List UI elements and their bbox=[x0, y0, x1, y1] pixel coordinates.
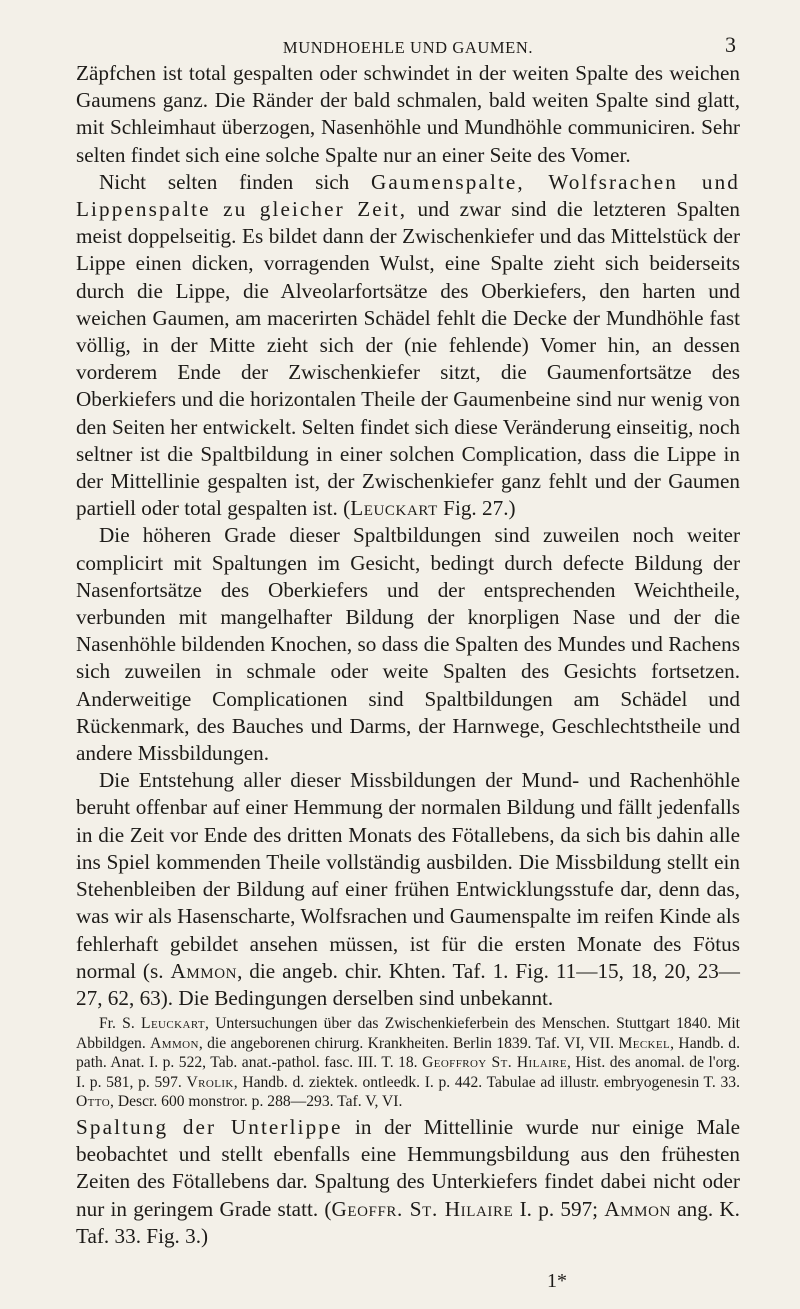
author-name: Ammon bbox=[150, 1034, 199, 1052]
author-name: Ammon bbox=[604, 1196, 671, 1221]
page-number: 3 bbox=[725, 32, 736, 57]
emphasized-term: Spaltung der Unterlippe bbox=[76, 1115, 343, 1140]
author-name: Meckel bbox=[618, 1034, 671, 1052]
paragraph: Die höheren Grade dieser Spaltbildungen sind zuweilen noch weiter complicirt mit Spaltungen im Gesicht, bedingt durch defecte Bildung der Nasenfortsätze des Oberkiefers und der entsprechenden Weichtheile, verbunden mit mangelhafter Bildung der knorpligen Nase und der die Nasenhöhle bildenden Knochen, so dass die Spalten des Mundes und Rachens sich zuweilen in schmale oder weite Spalten des Gesichts fortsetzen. Anderweitige Complicationen sind Spaltbildungen am Schädel und Rückenmark, des Bauches und Darms, der Harnwege, Geschlechtstheile und andere Missbildungen. bbox=[76, 523, 740, 766]
author-name: Vrolik bbox=[186, 1073, 234, 1091]
author-name: Geoffroy St. Hilaire bbox=[422, 1054, 567, 1072]
page-header bbox=[76, 26, 740, 60]
paragraph: Die Entstehung aller dieser Missbildungen der Mund- und Rachenhöhle beruht offenbar auf einer Hemmung der normalen Bildung und fällt jedenfalls in die Zeit vor Ende des dritten Monats des Fötallebens, da sich bis dahin alle ins Spiel kommenden Theile vollständig ausbilden. Die Missbildung stellt ein Stehenbleiben der Bildung auf einer frühen Entwicklungsstufe dar, denn das, was wir als Hasenscharte, Wolfsrachen und Gaumenspalte im reifen Kinde als fehlerhaft gebildet ansehen müssen, ist für die ersten Monate des Fötus normal (s. Ammon, die angeb. chir. Khten. Taf. 1. Fig. 11—15, 18, 20, 23—27, 62, 63). Die Bedingungen derselben sind unbekannt. bbox=[76, 768, 740, 1010]
author-name: Ammon bbox=[170, 958, 238, 983]
emphasized-term: Gaumenspalte, Wolfsrachen und Lippenspalte zu gleicher Zeit, bbox=[76, 169, 740, 222]
running-head: MUNDHOEHLE UND GAUMEN. bbox=[282, 38, 534, 57]
author-name: Leuckart bbox=[141, 1015, 206, 1033]
body-text bbox=[76, 60, 740, 1012]
signature-mark: 1* bbox=[547, 1270, 567, 1292]
author-name: Leuckart bbox=[350, 496, 438, 521]
author-name: Geoffr. St. Hilaire bbox=[331, 1196, 514, 1221]
reference-list: Fr. S. Leuckart, Untersuchungen über das Zwischenkieferbein des Menschen. Stuttgart 1840. Mit Abbildgen. Ammon, die angeborenen chirurg. Krankheiten. Berlin 1839. Taf. VI, VII. Meckel, Handb. d. path. Anat. I. p. 522, Tab. anat.-pathol. fasc. III. T. 18. Geoffroy St. Hilaire, Hist. des anomal. de l'org. I. p. 581, p. 597. Vrolik, Handb. d. ziektek. ontleedk. I. p. 442. Tabulae ad illustr. embryogenesin T. 33. Otto, Descr. 600 monstror. p. 288—293. Taf. V, VI. bbox=[76, 1015, 741, 1111]
references bbox=[76, 1014, 740, 1112]
paragraph: Spaltung der Unterlippe in der Mittellinie wurde nur einige Male beobachtet und stellt ebenfalls eine Hemmungsbildung aus den frühesten Zeiten des Fötallebens dar. Spaltung des Unterkiefers findet dabei nicht oder nur in geringem Grade statt. (Geoffr. St. Hilaire I. p. 597; Ammon ang. K. Taf. 33. Fig. 3.) bbox=[76, 1115, 741, 1248]
paragraph: Nicht selten finden sich Gaumenspalte, Wolfsrachen und Lippenspalte zu gleicher Zeit, und zwar sind die letzteren Spalten meist doppelseitig. Es bildet dann der Zwischenkiefer und das Mittelstück der Lippe einen dicken, vorragenden Wulst, eine Spalte zieht sich beiderseits durch die Lippe, die Alveolarfortsätze des Oberkiefers, den harten und weichen Gaumen, am macerirten Schädel fehlt die Decke der Mundhöhle fast völlig, in der Mitte zieht sich der (nie fehlende) Vomer hin, an dessen vorderem Ende der Zwischenkiefer sitzt, die Gaumenfortsätze des Oberkiefers und die horizontalen Theile der Gaumenbeine sind nur wenig von den Seiten her entwickelt. Selten findet sich diese Veränderung einseitig, noch seltner ist die Spaltbildung in einer solchen Complication, dass die Lippe in der Mittellinie gespalten ist, der Zwischenkiefer ganz fehlt und der Gaumen partiell oder total gespalten ist. (Leuckart Fig. 27.) bbox=[76, 169, 740, 521]
paragraph: Zäpfchen ist total gespalten oder schwindet in der weiten Spalte des weichen Gaumens ganz. Die Ränder der bald schmalen, bald weiten Spalte sind glatt, mit Schleimhaut überzogen, Nasenhöhle und Mundhöhle communiciren. Sehr selten findet sich eine solche Spalte nur an einer Seite des Vomer. bbox=[76, 61, 740, 167]
author-name: Otto bbox=[76, 1093, 111, 1111]
body-text-continued bbox=[76, 1114, 740, 1250]
